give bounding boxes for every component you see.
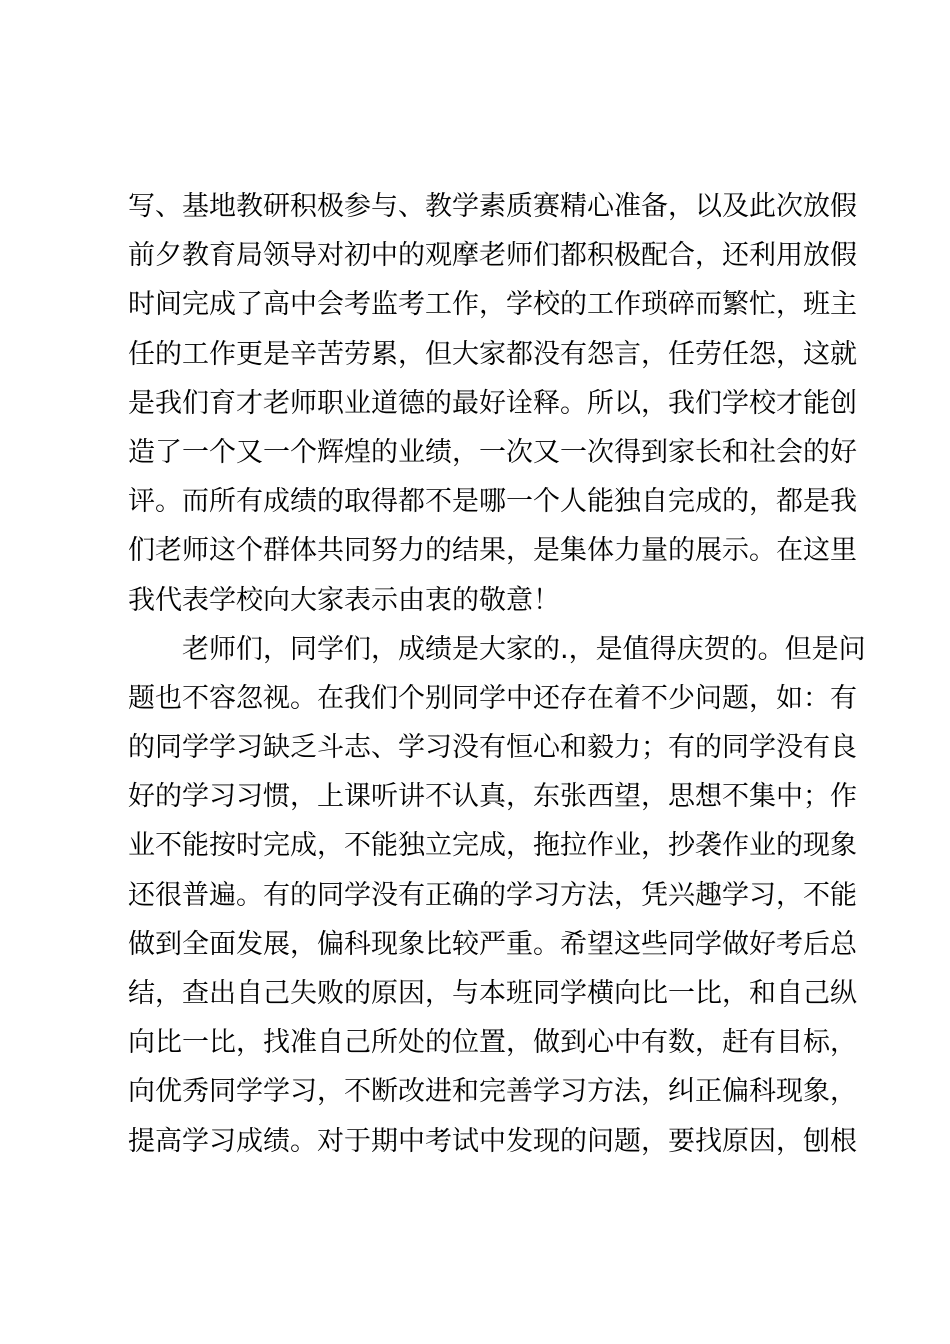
- text-line: 题也不容忽视。在我们个别同学中还存在着不少问题，如：有: [128, 682, 857, 714]
- text-line: 们老师这个群体共同努力的结果，是集体力量的展示。在这里: [128, 535, 857, 567]
- text-line: 还很普遍。有的同学没有正确的学习方法，凭兴趣学习，不能: [128, 879, 857, 911]
- text-line: 业不能按时完成，不能独立完成，拖拉作业，抄袭作业的现象: [128, 830, 857, 862]
- text-line: 好的学习习惯，上课听讲不认真，东张西望，思想不集中；作: [128, 781, 857, 813]
- text-line: 的同学学习缺乏斗志、学习没有恒心和毅力；有的同学没有良: [128, 732, 857, 764]
- text-line: 写、基地教研积极参与、教学素质赛精心准备，以及此次放假: [128, 191, 857, 222]
- text-line: 做到全面发展，偏科现象比较严重。希望这些同学做好考后总: [128, 928, 857, 960]
- text-line: 向优秀同学学习，不断改进和完善学习方法，纠正偏科现象，: [128, 1076, 857, 1108]
- text-line: 任的工作更是辛苦劳累，但大家都没有怨言，任劳任怨，这就: [128, 338, 857, 370]
- text-line: 老师们，同学们，成绩是大家的.，是值得庆贺的。但是问: [182, 633, 866, 665]
- text-line: 造了一个又一个辉煌的业绩，一次又一次得到家长和社会的好: [128, 436, 857, 468]
- text-line: 结，查出自己失败的原因，与本班同学横向比一比，和自己纵: [128, 978, 857, 1009]
- text-line: 向比一比，找准自己所处的位置，做到心中有数，赶有目标，: [128, 1027, 857, 1059]
- text-line: 前夕教育局领导对初中的观摩老师们都积极配合，还利用放假: [128, 240, 857, 272]
- paragraph-1: [128, 182, 857, 625]
- paragraph-2: [128, 625, 866, 1166]
- text-line: 我代表学校向大家表示由衷的敬意！: [128, 584, 560, 616]
- text-line: 评。而所有成绩的取得都不是哪一个人能独自完成的，都是我: [128, 486, 857, 518]
- text-line: 提高学习成绩。对于期中考试中发现的问题，要找原因，刨根: [128, 1125, 857, 1157]
- text-line: 是我们育才老师职业道德的最好诠释。所以，我们学校才能创: [128, 387, 857, 419]
- document-body: [128, 182, 866, 1166]
- text-line: 时间完成了高中会考监考工作，学校的工作琐碎而繁忙，班主: [128, 289, 857, 321]
